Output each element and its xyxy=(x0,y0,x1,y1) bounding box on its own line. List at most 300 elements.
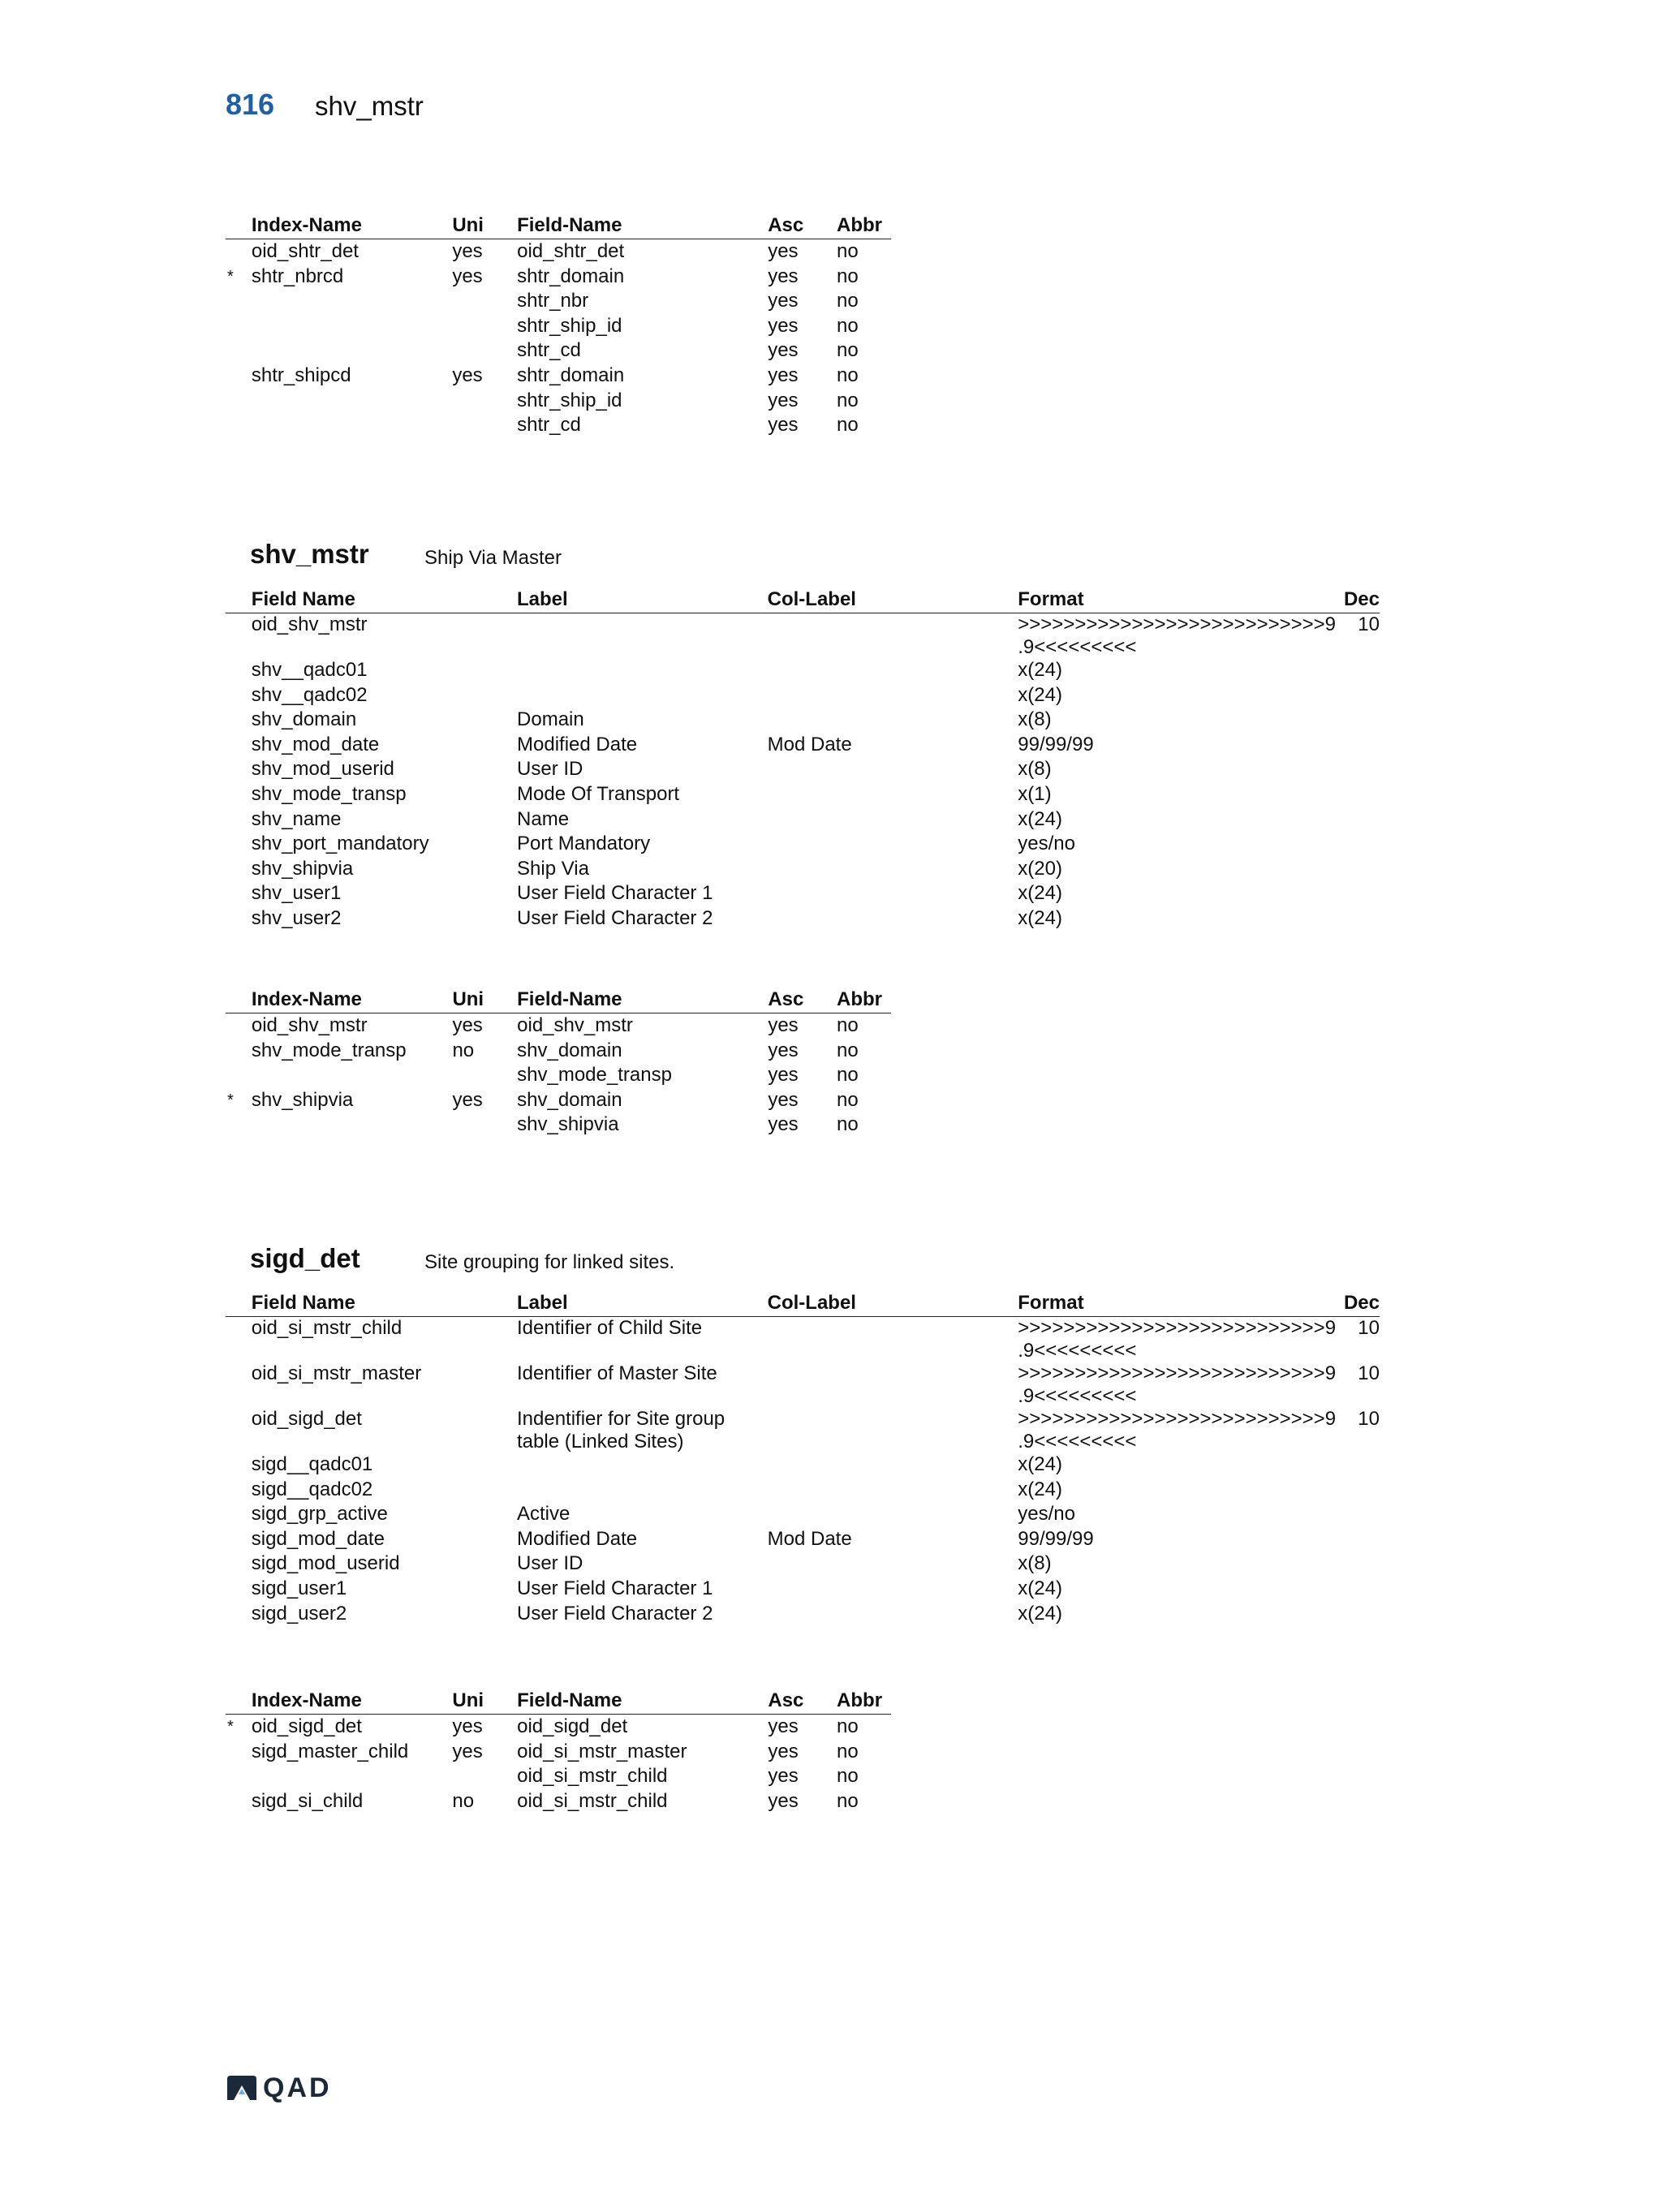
index-header-row xyxy=(226,213,891,239)
field-name-text: oid_sigd_det xyxy=(251,1408,362,1430)
abbreviated-flag xyxy=(837,1764,891,1789)
unique-flag xyxy=(452,1764,517,1789)
field-format-text: >>>>>>>>>>>>>>>>>>>>>>>>>>>9 .9<<<<<<<<< xyxy=(1018,613,1337,658)
field-name-text: shv__qadc02 xyxy=(251,683,368,706)
abbreviated-flag xyxy=(837,1039,891,1064)
primary-index-marker xyxy=(226,1789,252,1814)
field-row xyxy=(226,1528,1380,1553)
logo-text: QAD xyxy=(263,2072,332,2103)
primary-index-marker xyxy=(226,338,252,364)
ascending-flag-text: yes xyxy=(768,240,799,262)
index-field-name xyxy=(517,289,768,314)
abbreviated-flag xyxy=(837,364,891,389)
ascending-flag xyxy=(768,1063,837,1088)
spacer xyxy=(226,907,252,932)
field-format xyxy=(1018,783,1336,808)
ascending-flag-text: yes xyxy=(768,314,799,337)
field-row xyxy=(226,1478,1380,1504)
field-name-text: oid_si_mstr_master xyxy=(251,1362,422,1384)
field-name xyxy=(252,1453,517,1478)
index-name-text: sigd_master_child xyxy=(251,1740,409,1762)
field-format-text: x(20) xyxy=(1018,857,1062,880)
primary-index-marker xyxy=(226,1740,252,1765)
uni-header: Uni xyxy=(452,213,517,239)
field-name-text: shv_user1 xyxy=(251,882,342,905)
index-name-text: shv_shipvia xyxy=(251,1088,354,1111)
field-name-text: shv_mod_date xyxy=(251,733,380,755)
decimals xyxy=(1336,1453,1380,1478)
abbreviated-flag-text: no xyxy=(837,414,859,437)
field-label xyxy=(517,858,768,883)
field-format-text: x(8) xyxy=(1018,708,1052,731)
label-header: Label xyxy=(517,587,768,613)
field-name xyxy=(252,882,517,907)
field-format xyxy=(1018,858,1336,883)
index-field-name-text: shv_domain xyxy=(517,1088,622,1111)
index-name xyxy=(252,413,452,438)
field-format xyxy=(1018,1362,1336,1408)
field-row xyxy=(226,734,1380,759)
index-name xyxy=(252,389,452,414)
index-field-name-text: shv_domain xyxy=(517,1039,622,1061)
unique-flag xyxy=(452,413,517,438)
index-name xyxy=(252,1740,453,1765)
field-header-row xyxy=(226,587,1380,613)
abbreviated-flag-text: no xyxy=(837,1113,859,1136)
index-name xyxy=(252,239,452,265)
spacer xyxy=(226,659,252,684)
index-name-text: shv_mode_transp xyxy=(251,1039,407,1061)
column-label xyxy=(768,833,1018,858)
field-format xyxy=(1018,1528,1336,1553)
asc-header: Asc xyxy=(768,1688,837,1715)
decimals xyxy=(1336,758,1380,783)
column-label xyxy=(768,1503,1018,1528)
field-name xyxy=(252,833,517,858)
field-name-text: sigd_user2 xyxy=(251,1602,347,1625)
index-row xyxy=(226,1764,891,1789)
column-label xyxy=(768,659,1018,684)
ascending-flag-text: yes xyxy=(768,1113,799,1136)
primary-index-marker xyxy=(226,1013,252,1039)
field-row xyxy=(226,684,1380,709)
field-label xyxy=(517,1478,768,1504)
field-label-text: User Field Character 2 xyxy=(517,1602,713,1625)
primary-index-marker xyxy=(226,1715,252,1740)
index-field-name xyxy=(517,1764,768,1789)
index-name-header: Index-Name xyxy=(252,213,452,239)
spacer xyxy=(226,1453,252,1478)
field-label-text: User ID xyxy=(517,1552,583,1575)
field-name xyxy=(252,783,517,808)
abbreviated-flag xyxy=(837,338,891,364)
unique-flag xyxy=(452,389,517,414)
abbreviated-flag xyxy=(837,1740,891,1765)
column-label xyxy=(768,1577,1018,1603)
primary-index-marker xyxy=(226,289,252,314)
index-name xyxy=(252,338,452,364)
primary-index-marker xyxy=(226,1039,252,1064)
field-label xyxy=(517,1408,768,1453)
ascending-flag-text: yes xyxy=(768,364,799,386)
ascending-flag-text: yes xyxy=(768,290,799,312)
index-field-name-text: shtr_ship_id xyxy=(517,389,622,411)
index-row xyxy=(226,239,891,265)
field-label-text: Identifier of Master Site xyxy=(517,1362,717,1384)
abbreviated-flag-text: no xyxy=(837,1014,859,1036)
field-format-text: x(24) xyxy=(1018,1577,1062,1599)
index-row xyxy=(226,289,891,314)
abbreviated-flag-text: no xyxy=(837,290,859,312)
column-label xyxy=(768,1362,1018,1408)
index-name-text: oid_shtr_det xyxy=(251,240,359,262)
star-header xyxy=(226,587,252,613)
decimals xyxy=(1336,1552,1380,1577)
spacer xyxy=(226,758,252,783)
field-format-text: x(8) xyxy=(1018,1552,1052,1575)
primary-index-marker xyxy=(226,1764,252,1789)
index-field-name-text: shtr_domain xyxy=(517,265,625,287)
field-format xyxy=(1018,758,1336,783)
index-field-name xyxy=(517,265,768,290)
index-field-name xyxy=(517,239,768,265)
index-name-text: oid_shv_mstr xyxy=(251,1014,368,1036)
index-field-name xyxy=(517,338,768,364)
column-label xyxy=(768,708,1018,734)
spacer xyxy=(226,734,252,759)
index-row xyxy=(226,265,891,290)
unique-flag xyxy=(452,314,517,339)
decimals-text: 10 xyxy=(1358,1317,1380,1339)
unique-flag xyxy=(452,289,517,314)
primary-index-marker xyxy=(226,1112,252,1138)
primary-index-marker xyxy=(226,265,252,290)
field-format-text: x(24) xyxy=(1018,882,1062,905)
field-name-text: sigd_mod_userid xyxy=(251,1552,400,1575)
table-description: Ship Via Master xyxy=(424,547,562,569)
unique-flag xyxy=(452,1112,517,1138)
decimals-text: 10 xyxy=(1358,1408,1380,1430)
dec-header: Dec xyxy=(1336,587,1380,613)
field-name xyxy=(252,684,517,709)
index-field-name xyxy=(517,389,768,414)
field-format xyxy=(1018,1503,1336,1528)
unique-flag-text: no xyxy=(452,1039,475,1061)
field-row xyxy=(226,1408,1380,1453)
abbreviated-flag-text: no xyxy=(837,1039,859,1061)
unique-flag-text: yes xyxy=(452,265,483,287)
decimals xyxy=(1336,1317,1380,1363)
primary-index-marker-text: * xyxy=(227,1091,234,1109)
index-name xyxy=(252,1039,453,1064)
index-field-name xyxy=(517,1088,768,1113)
field-name xyxy=(252,1528,517,1553)
field-name xyxy=(252,1603,517,1628)
index-row xyxy=(226,1039,891,1064)
field-row xyxy=(226,858,1380,883)
index-name xyxy=(252,364,452,389)
decimals xyxy=(1336,1528,1380,1553)
index-field-name-text: oid_si_mstr_child xyxy=(517,1765,668,1788)
index-row xyxy=(226,1715,891,1740)
index-field-name xyxy=(517,1063,768,1088)
field-label-text: Port Mandatory xyxy=(517,833,651,855)
field-label xyxy=(517,734,768,759)
index-name-header: Index-Name xyxy=(252,987,453,1013)
unique-flag-text: yes xyxy=(452,1715,483,1737)
decimals xyxy=(1336,1603,1380,1628)
field-name xyxy=(252,708,517,734)
primary-index-marker xyxy=(226,1088,252,1113)
index-row xyxy=(226,314,891,339)
field-name-text: sigd__qadc02 xyxy=(251,1478,373,1500)
field-name-header: Field Name xyxy=(252,1290,517,1317)
qad-logo-icon xyxy=(226,2074,258,2102)
dec-header: Dec xyxy=(1336,1290,1380,1317)
decimals xyxy=(1336,1503,1380,1528)
decimals xyxy=(1336,708,1380,734)
field-name-text: sigd_user1 xyxy=(251,1577,347,1599)
decimals xyxy=(1336,1478,1380,1504)
field-format-text: x(24) xyxy=(1018,1478,1062,1500)
unique-flag xyxy=(452,1715,517,1740)
abbr-header: Abbr xyxy=(837,987,891,1013)
index-field-name xyxy=(517,1789,768,1814)
unique-flag-text: yes xyxy=(452,1014,483,1036)
abbreviated-flag-text: no xyxy=(837,1765,859,1788)
index-field-name-text: shtr_cd xyxy=(517,339,581,362)
index-field-name xyxy=(517,364,768,389)
field-label-text: Name xyxy=(517,807,570,830)
column-label xyxy=(768,734,1018,759)
abbreviated-flag xyxy=(837,1112,891,1138)
field-name-text: shv_port_mandatory xyxy=(251,833,429,855)
field-format xyxy=(1018,1603,1336,1628)
abbreviated-flag xyxy=(837,1013,891,1039)
decimals-text: 10 xyxy=(1358,1362,1380,1384)
spacer xyxy=(226,882,252,907)
field-label-text: Domain xyxy=(517,708,584,731)
column-label xyxy=(768,808,1018,833)
field-label-text: Modified Date xyxy=(517,733,638,755)
index-name-text: oid_sigd_det xyxy=(251,1715,362,1737)
field-format xyxy=(1018,684,1336,709)
unique-flag xyxy=(452,1039,517,1064)
decimals xyxy=(1336,907,1380,932)
ascending-flag xyxy=(768,413,837,438)
shv-mstr-index-table xyxy=(226,987,891,1138)
field-format-text: x(24) xyxy=(1018,906,1062,929)
col-label-header: Col-Label xyxy=(768,587,1018,613)
unique-flag-text: yes xyxy=(452,1088,483,1111)
abbreviated-flag-text: no xyxy=(837,339,859,362)
ascending-flag xyxy=(768,314,837,339)
star-header xyxy=(226,1688,252,1715)
field-format xyxy=(1018,708,1336,734)
spacer xyxy=(226,808,252,833)
field-row xyxy=(226,783,1380,808)
field-label-text: Modified Date xyxy=(517,1527,638,1550)
ascending-flag xyxy=(768,1013,837,1039)
unique-flag-text: yes xyxy=(452,364,483,386)
field-name-text: sigd_grp_active xyxy=(251,1503,388,1526)
column-label xyxy=(768,1552,1018,1577)
primary-index-marker xyxy=(226,413,252,438)
column-label xyxy=(768,684,1018,709)
table-description: Site grouping for linked sites. xyxy=(424,1251,675,1273)
field-row xyxy=(226,1603,1380,1628)
index-name-text: shtr_shipcd xyxy=(251,364,351,386)
field-format xyxy=(1018,882,1336,907)
ascending-flag-text: yes xyxy=(768,339,799,362)
index-name xyxy=(252,1063,453,1088)
shv-mstr-field-table xyxy=(226,587,1380,932)
unique-flag-text: yes xyxy=(452,1740,483,1762)
ascending-flag xyxy=(768,265,837,290)
field-name-header: Field-Name xyxy=(517,1688,768,1715)
field-label xyxy=(517,1577,768,1603)
ascending-flag xyxy=(768,1764,837,1789)
field-name-text: oid_shv_mstr xyxy=(251,613,368,635)
field-label xyxy=(517,882,768,907)
field-name xyxy=(252,1408,517,1453)
field-name-text: shv__qadc01 xyxy=(251,659,368,681)
ascending-flag xyxy=(768,239,837,265)
index-row xyxy=(226,338,891,364)
abbreviated-flag xyxy=(837,314,891,339)
decimals xyxy=(1336,783,1380,808)
column-label xyxy=(768,1453,1018,1478)
index-field-name xyxy=(517,1715,768,1740)
col-label-header: Col-Label xyxy=(768,1290,1018,1317)
field-label xyxy=(517,833,768,858)
field-label-text: Mode Of Transport xyxy=(517,782,680,805)
column-label-text: Mod Date xyxy=(767,733,852,755)
column-label xyxy=(768,1317,1018,1363)
ascending-flag xyxy=(768,1088,837,1113)
index-field-name-text: shv_mode_transp xyxy=(517,1064,672,1087)
decimals xyxy=(1336,833,1380,858)
field-name xyxy=(252,734,517,759)
spacer xyxy=(226,1408,252,1453)
field-label xyxy=(517,1317,768,1363)
decimals xyxy=(1336,613,1380,660)
abbreviated-flag-text: no xyxy=(837,265,859,287)
field-label xyxy=(517,1603,768,1628)
ascending-flag-text: yes xyxy=(768,1765,799,1788)
spacer xyxy=(226,684,252,709)
field-format-text: x(24) xyxy=(1018,807,1062,830)
abbreviated-flag-text: no xyxy=(837,1064,859,1087)
field-header-row xyxy=(226,1290,1380,1317)
ascending-flag xyxy=(768,1740,837,1765)
index-header-row xyxy=(226,987,891,1013)
ascending-flag-text: yes xyxy=(768,1014,799,1036)
column-label xyxy=(768,613,1018,660)
index-header-row xyxy=(226,1688,891,1715)
abbreviated-flag xyxy=(837,1063,891,1088)
decimals xyxy=(1336,808,1380,833)
field-name xyxy=(252,1503,517,1528)
ascending-flag xyxy=(768,1112,837,1138)
spacer xyxy=(226,1528,252,1553)
spacer xyxy=(226,783,252,808)
uni-header: Uni xyxy=(452,987,517,1013)
field-name-header: Field Name xyxy=(252,587,517,613)
field-row xyxy=(226,882,1380,907)
star-header xyxy=(226,987,252,1013)
field-name-text: oid_si_mstr_child xyxy=(251,1317,403,1339)
unique-flag xyxy=(452,1088,517,1113)
field-format-text: >>>>>>>>>>>>>>>>>>>>>>>>>>>9 .9<<<<<<<<< xyxy=(1018,1362,1337,1407)
column-label xyxy=(768,783,1018,808)
primary-index-marker xyxy=(226,314,252,339)
format-header: Format xyxy=(1018,1290,1336,1317)
index-field-name-text: shtr_ship_id xyxy=(517,314,622,337)
index-name xyxy=(252,314,452,339)
field-format xyxy=(1018,1478,1336,1504)
table-name: shv_mstr xyxy=(250,539,369,569)
field-row xyxy=(226,708,1380,734)
unique-flag-text: yes xyxy=(452,240,483,262)
decimals xyxy=(1336,1362,1380,1408)
field-format xyxy=(1018,833,1336,858)
field-format-text: x(24) xyxy=(1018,659,1062,681)
index-field-name xyxy=(517,413,768,438)
abbreviated-flag xyxy=(837,239,891,265)
field-label xyxy=(517,1503,768,1528)
index-field-name-text: oid_si_mstr_master xyxy=(517,1740,687,1762)
index-name xyxy=(252,1764,453,1789)
primary-index-marker xyxy=(226,364,252,389)
field-label xyxy=(517,684,768,709)
ascending-flag-text: yes xyxy=(768,389,799,411)
field-row xyxy=(226,758,1380,783)
index-field-name xyxy=(517,1039,768,1064)
spacer xyxy=(226,1317,252,1363)
asc-header: Asc xyxy=(768,987,837,1013)
ascending-flag xyxy=(768,1039,837,1064)
field-format xyxy=(1018,734,1336,759)
field-format-text: yes/no xyxy=(1018,1503,1075,1526)
qad-logo xyxy=(226,2074,364,2102)
field-row xyxy=(226,1552,1380,1577)
field-label-text: Ship Via xyxy=(517,857,589,880)
field-row xyxy=(226,808,1380,833)
field-name-text: sigd__qadc01 xyxy=(251,1453,373,1475)
ascending-flag xyxy=(768,338,837,364)
decimals xyxy=(1336,684,1380,709)
index-row xyxy=(226,389,891,414)
abbreviated-flag-text: no xyxy=(837,1088,859,1111)
ascending-flag-text: yes xyxy=(768,414,799,437)
index-field-name-text: oid_sigd_det xyxy=(517,1715,628,1737)
field-name xyxy=(252,1577,517,1603)
index-field-name-text: oid_shtr_det xyxy=(517,240,625,262)
ascending-flag-text: yes xyxy=(768,1039,799,1061)
index-name xyxy=(252,265,452,290)
spacer xyxy=(226,708,252,734)
field-format-text: x(24) xyxy=(1018,683,1062,706)
field-row xyxy=(226,1317,1380,1363)
field-row xyxy=(226,1577,1380,1603)
column-label xyxy=(768,1478,1018,1504)
field-label-text: User Field Character 2 xyxy=(517,906,713,929)
field-label-text: User ID xyxy=(517,758,583,781)
index-name xyxy=(252,1789,453,1814)
field-format xyxy=(1018,1317,1336,1363)
unique-flag xyxy=(452,1013,517,1039)
